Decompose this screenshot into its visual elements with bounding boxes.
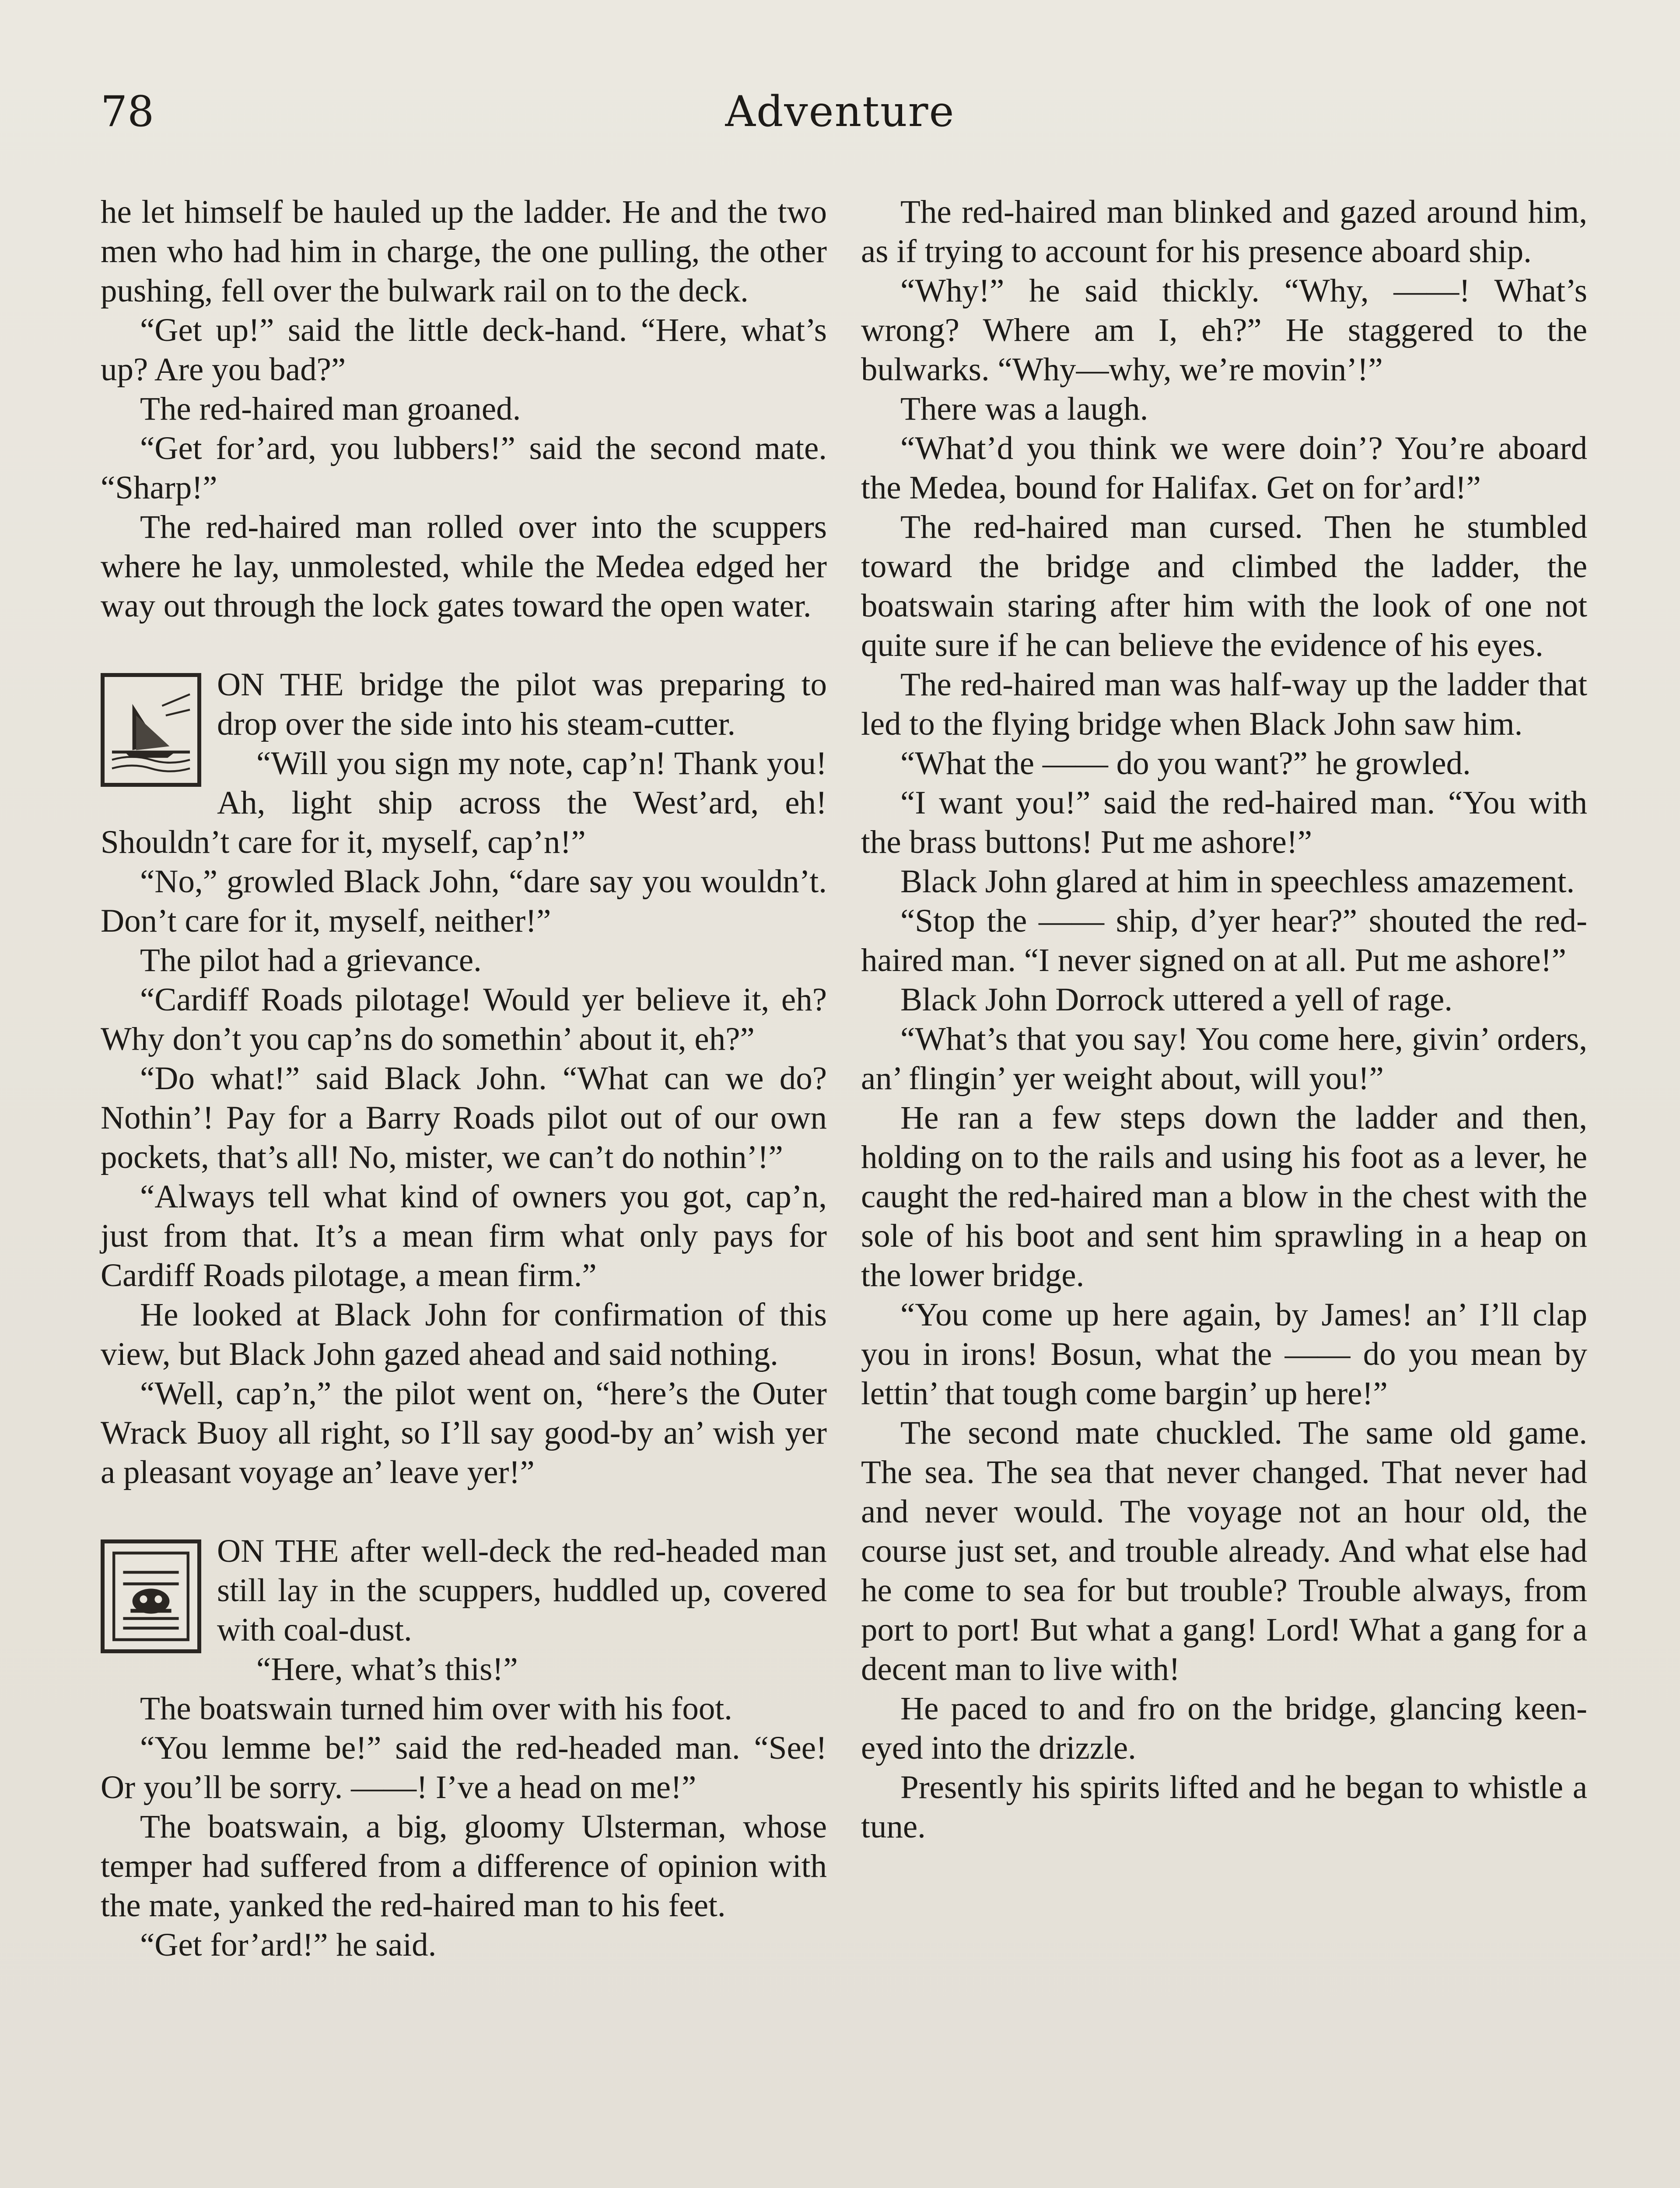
paragraph: “Get for’ard, you lubbers!” said the second mate. “Sharp!” bbox=[101, 430, 827, 506]
section-break bbox=[101, 1492, 827, 1532]
section-break bbox=[101, 626, 827, 665]
right-column bbox=[861, 193, 1587, 1847]
paragraph: “Stop the —— ship, d’yer hear?” shouted the red-haired man. “I never signed on at all. Put me ashore!” bbox=[861, 903, 1587, 978]
paragraph: The red-haired man rolled over into the scuppers where he lay, unmolested, while the Medea edged her way out through the lock gates toward the open water. bbox=[101, 509, 827, 624]
paragraph: “No,” growled Black John, “dare say you wouldn’t. Don’t care for it, myself, neither!” bbox=[101, 863, 827, 939]
paragraph: “I want you!” said the red-haired man. “You with the brass buttons! Put me ashore!” bbox=[861, 785, 1587, 860]
paragraph: ON THE after well-deck the red-headed man still lay in the scuppers, huddled up, covered with coal-dust. bbox=[217, 1533, 827, 1648]
paragraph: “What’d you think we were doin’? You’re aboard the Medea, bound for Halifax. Get on for’ard!” bbox=[861, 430, 1587, 506]
left-column bbox=[101, 193, 827, 1965]
paragraph: The second mate chuckled. The same old game. The sea. The sea that never changed. That never had and never would. The voyage not an hour old, the course just set, and trouble already. And what else had he come to sea for but trouble? Trouble always, from port to port! But what a gang! Lord! What a gang for a decent man to live with! bbox=[861, 1415, 1587, 1687]
paragraph: Black John glared at him in speechless amazement. bbox=[900, 863, 1575, 900]
paragraph: “You come up here again, by James! an’ I’ll clap you in irons! Bosun, what the —— do you mean by lettin’ that tough come bargin’ up here!” bbox=[861, 1297, 1587, 1412]
paragraph: “What the —— do you want?” he growled. bbox=[900, 745, 1471, 782]
paragraph: “Always tell what kind of owners you got, cap’n, just from that. It’s a mean firm what only pays for Cardiff Roads pilotage, a mean firm.” bbox=[101, 1178, 827, 1294]
paragraph: The red-haired man cursed. Then he stumbled toward the bridge and climbed the ladder, the boatswain staring after him with the look of one not quite sure if he can believe the evidence of his eyes. bbox=[861, 509, 1587, 663]
paragraph: Presently his spirits lifted and he began to whistle a tune. bbox=[861, 1769, 1587, 1845]
paragraph: Black John Dorrock uttered a yell of rage. bbox=[900, 982, 1453, 1018]
paragraph: He ran a few steps down the ladder and then, holding on to the rails and using his foot as a lever, he caught the red-haired man a blow in the chest with the sole of his boot and sent him sprawling in a heap on the lower bridge. bbox=[861, 1100, 1587, 1294]
paragraph: “Get for’ard!” he said. bbox=[140, 1927, 437, 1963]
paragraph: The boatswain, a big, gloomy Ulsterman, whose temper had suffered from a difference of opinion with the mate, yanked the red-haired man to his feet. bbox=[101, 1809, 827, 1924]
paragraph: The boatswain turned him over with his foot. bbox=[140, 1690, 732, 1727]
paragraph: The red-haired man blinked and gazed around him, as if trying to account for his presence aboard ship. bbox=[861, 194, 1587, 270]
paragraph: “You lemme be!” said the red-headed man. “See! Or you’ll be sorry. ——! I’ve a head on me!” bbox=[101, 1730, 827, 1806]
paragraph: “Will you sign my note, cap’n! Thank you! Ah, light ship across the West’ard, eh! Shouldn’t care for it, myself, cap’n!” bbox=[101, 745, 827, 860]
paragraph: “What’s that you say! You come here, givin’ orders, an’ flingin’ yer weight about, will you!” bbox=[861, 1021, 1587, 1097]
paragraph: “Cardiff Roads pilotage! Would yer believe it, eh? Why don’t you cap’ns do somethin’ about it, eh?” bbox=[101, 982, 827, 1057]
paragraph: The red-haired man was half-way up the ladder that led to the flying bridge when Black John saw him. bbox=[861, 666, 1587, 742]
page-number: 78 bbox=[101, 87, 154, 136]
paragraph: “Well, cap’n,” the pilot went on, “here’s the Outer Wrack Buoy all right, so I’ll say good-by an’ wish yer a pleasant voyage an’ leave yer!” bbox=[101, 1375, 827, 1490]
paragraph: He looked at Black John for confirmation of this view, but Black John gazed ahead and said nothing. bbox=[101, 1297, 827, 1372]
paragraph: There was a laugh. bbox=[900, 391, 1148, 427]
paragraph: The red-haired man groaned. bbox=[140, 391, 521, 427]
ornament-vignette-icon bbox=[101, 1539, 201, 1653]
paragraph: “Do what!” said Black John. “What can we do? Nothin’! Pay for a Barry Roads pilot out of our own pockets, that’s all! No, mister, we can’t do nothin’!” bbox=[101, 1060, 827, 1175]
paragraph: He paced to and fro on the bridge, glancing keen-eyed into the drizzle. bbox=[861, 1690, 1587, 1766]
running-title: Adventure bbox=[725, 87, 955, 136]
paragraph: The pilot had a grievance. bbox=[140, 942, 482, 978]
paragraph: “Get up!” said the little deck-hand. “Here, what’s up? Are you bad?” bbox=[101, 312, 827, 388]
paragraph: ON THE bridge the pilot was preparing to drop over the side into his steam-cutter. bbox=[217, 666, 827, 742]
paragraph: “Here, what’s this!” bbox=[256, 1651, 518, 1687]
paragraph: “Why!” he said thickly. “Why, ——! What’s wrong? Where am I, eh?” He staggered to the bulwarks. “Why—why, we’re movin’!” bbox=[861, 273, 1587, 388]
ship-vignette-icon bbox=[101, 673, 201, 787]
section-opening bbox=[101, 665, 827, 744]
page-header bbox=[92, 85, 1588, 151]
section-opening bbox=[101, 1532, 827, 1650]
paragraph: he let himself be hauled up the ladder. He and the two men who had him in charge, the one pulling, the other pushing, fell over the bulwark rail on to the deck. bbox=[101, 194, 827, 309]
